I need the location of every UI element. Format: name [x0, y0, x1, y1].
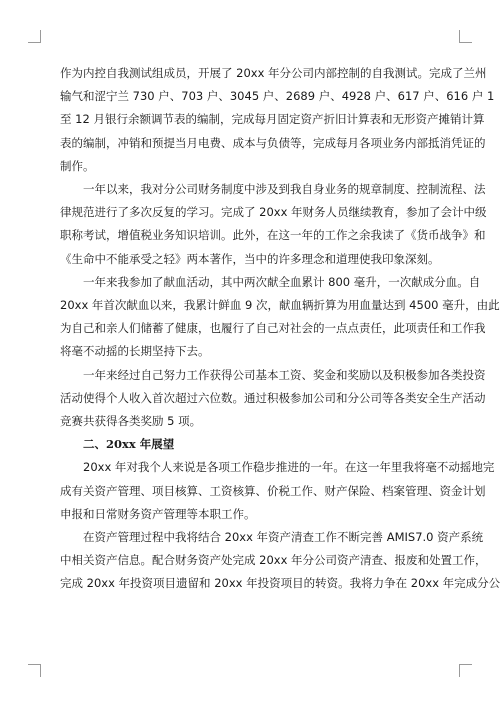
section-heading — [60, 433, 440, 456]
paragraph — [60, 526, 500, 596]
paragraph — [60, 62, 495, 178]
paragraph — [60, 178, 487, 271]
text-line: 在资产管理过程中我将结合 20xx 年资产清查工作不断完善 AMIS7.0 资产系统 — [83, 530, 484, 545]
text-line: 为自己和亲人们储蓄了健康，也履行了自己对社会的一点点责任，此项责任和工作我 — [60, 321, 486, 336]
text-line: 20xx 年对我个人来说是各项工作稳步推进的一年。在这一年里我将毫不动摇地完 — [83, 460, 495, 475]
crop-mark-bottom-left — [28, 664, 41, 677]
text-line: 成有关资产管理、项目核算、工资核算、价税工作、财产保险、档案管理、资金计划 — [60, 483, 486, 498]
text-line: 竞赛共获得各类奖励 5 项。 — [60, 414, 202, 429]
heading-prefix: 二、 — [83, 437, 106, 452]
text-line: 职称考试，增值税业务知识培训。此外，在这一年的工作之余我读了《货币战争》和 — [60, 228, 486, 243]
heading-line — [60, 433, 440, 456]
text-line: 表的编制，冲销和预提当月电费、成本与负债等，完成每月各项业务内部抵消凭证的 — [60, 135, 486, 150]
paragraph — [60, 364, 486, 434]
text-line: 中相关资产信息。配合财务资产处完成 20xx 年分公司资产清查、报废和处置工作， — [60, 553, 487, 568]
text-line: 一年来经过自己努力工作获得公司基本工资、奖金和奖励以及积极参加各类投资 — [83, 367, 486, 382]
text-line: 将毫不动摇的长期坚持下去。 — [60, 344, 210, 359]
text-line: 至 12 月银行余额调节表的编制，完成每月固定资产折旧计算表和无形资产摊销计算 — [60, 112, 485, 127]
paragraph — [60, 456, 495, 526]
text-line: 一年来我参加了献血活动，其中两次献全血累计 800 毫升，一次献成分血。自 — [83, 274, 481, 289]
heading-year: 20xx — [106, 437, 136, 452]
text-line: 完成 20xx 年投资项目遗留和 20xx 年投资项目的转资。我将力争在 20xx 年完成分公 — [60, 576, 500, 591]
crop-mark-top-left — [28, 30, 41, 43]
text-line: 《生命中不能承受之轻》两本著作，当中的许多理念和道理使我印象深刻。 — [60, 251, 440, 266]
paragraph — [60, 271, 500, 364]
text-line: 律规范进行了多次反复的学习。完成了 20xx 年财务人员继续教育，参加了会计中级 — [60, 205, 487, 220]
text-line: 申报和日常财务资产管理等本职工作。 — [60, 506, 256, 521]
document-body — [60, 62, 500, 596]
text-line: 作为内控自我测试组成员，开展了 20xx 年分公司内部控制的自我测试。完成了兰州 — [60, 66, 487, 80]
text-line: 一年以来，我对分公司财务制度中涉及到我自身业务的规章制度、控制流程、法 — [83, 182, 486, 197]
text-line: 20xx 年首次献血以来，我累计鲜血 9 次，献血辆折算为用血量达到 4500 毫升，由此 — [60, 298, 500, 313]
crop-mark-top-right — [459, 30, 472, 43]
crop-mark-bottom-right — [459, 664, 472, 677]
text-line: 输气和涩宁兰 730 户、703 户、3045 户、2689 户、4928 户、617 户、616 户 1 — [60, 89, 495, 104]
heading-suffix: 年展望 — [135, 437, 175, 452]
text-line: 制作。 — [60, 158, 95, 173]
text-line: 活动使得个人收入首次超过六位数。通过积极参加公司和分公司等各类安全生产活动 — [60, 390, 486, 405]
